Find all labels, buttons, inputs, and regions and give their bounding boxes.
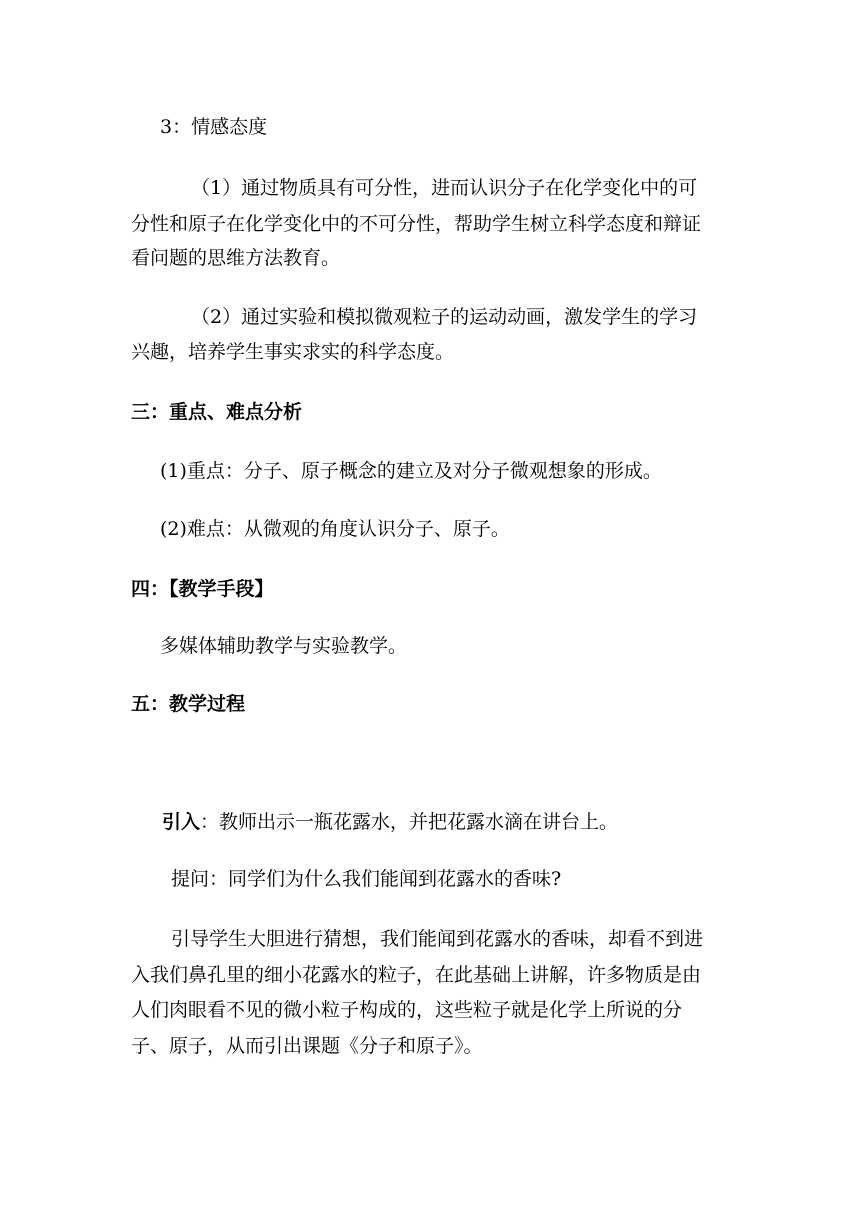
intro-text: ：教师出示一瓶花露水，并把花露水滴在讲台上。 bbox=[200, 811, 619, 833]
heading-key-difficult-points: 三：重点、难点分析 bbox=[131, 401, 303, 423]
question-text: 提问：同学们为什么我们能闻到花露水的香味? bbox=[171, 868, 562, 890]
guide-line-3: 人们肉眼看不见的微小粒子构成的，这些粒子就是化学上所说的分 bbox=[131, 999, 683, 1021]
guide-line-1: 引导学生大胆进行猜想，我们能闻到花露水的香味，却看不到进 bbox=[171, 928, 704, 950]
heading-teaching-process: 五：教学过程 bbox=[131, 693, 246, 715]
paragraph-1-line-2: 分性和原子在化学变化中的不可分性，帮助学生树立科学态度和辩证 bbox=[131, 213, 702, 235]
heading-teaching-means: 四：【教学手段】 bbox=[131, 578, 274, 600]
intro-label: 引入 bbox=[162, 811, 201, 833]
teaching-means-text: 多媒体辅助教学与实验教学。 bbox=[160, 635, 408, 657]
intro-line bbox=[162, 811, 618, 833]
focus-point-text: (1)重点：分子、原子概念的建立及对分子微观想象的形成。 bbox=[160, 460, 662, 482]
paragraph-2-line-1: （2）通过实验和模拟微观粒子的运动动画，激发学生的学习 bbox=[191, 306, 698, 328]
paragraph-2-line-2: 兴趣，培养学生事实求实的科学态度。 bbox=[131, 341, 455, 363]
guide-line-4: 子、原子，从而引出课题《分子和原子》。 bbox=[131, 1035, 483, 1057]
difficulty-point-text: (2)难点：从微观的角度认识分子、原子。 bbox=[160, 518, 510, 540]
paragraph-1-line-3: 看问题的思维方法教育。 bbox=[131, 247, 341, 269]
section-heading-emotional-attitude: 3：情感态度 bbox=[160, 116, 268, 138]
paragraph-1-line-1: （1）通过物质具有可分性，进而认识分子在化学变化中的可 bbox=[191, 177, 698, 199]
guide-line-2: 入我们鼻孔里的细小花露水的粒子，在此基础上讲解，许多物质是由 bbox=[131, 964, 702, 986]
